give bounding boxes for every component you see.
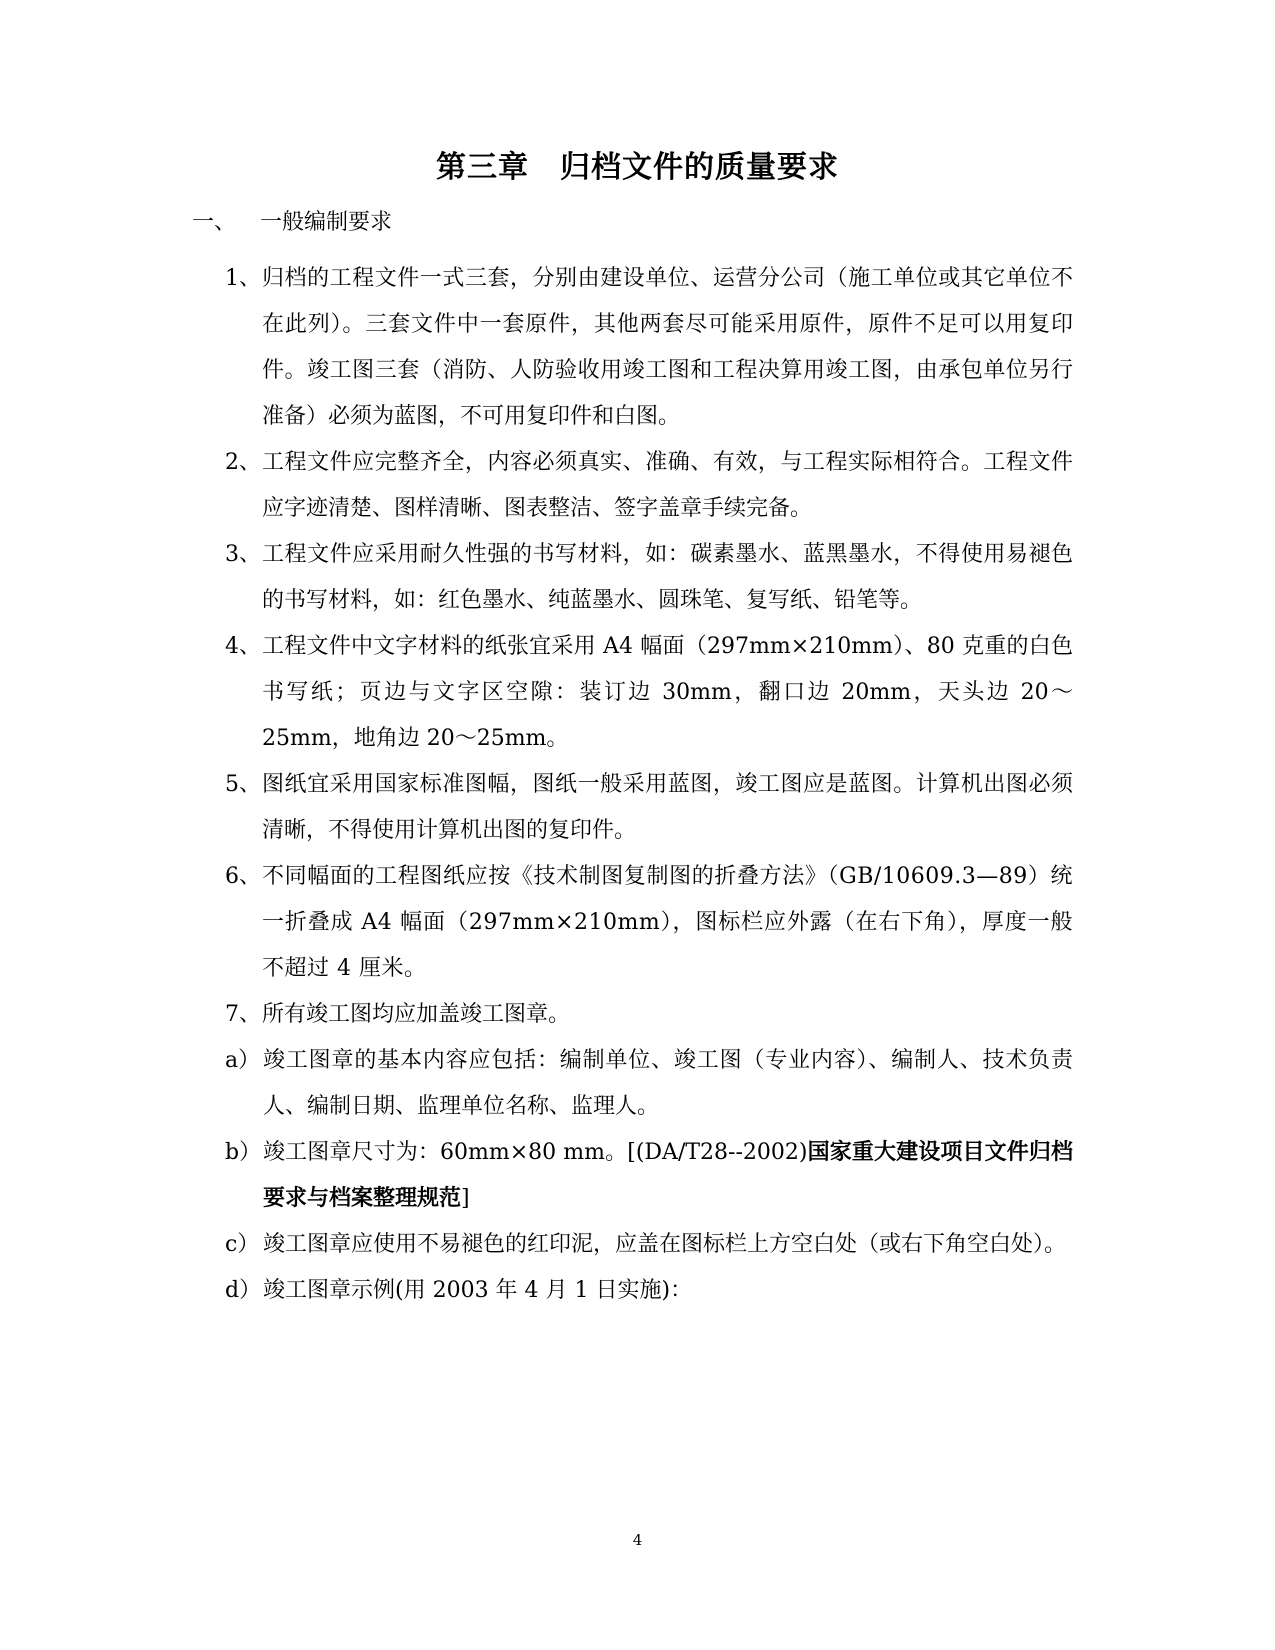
list-item-text: 竣工图章的基本内容应包括：编制单位、竣工图（专业内容）、编制人、技术负责人、编制日期、监理单位名称、监理人。 bbox=[263, 1048, 1073, 1119]
list-item-2 bbox=[225, 440, 1073, 532]
list-item-6 bbox=[225, 854, 1073, 992]
list-item-text: 竣工图章示例(用 2003 年 4 月 1 日实施)： bbox=[263, 1278, 693, 1303]
section-heading-text: 一般编制要求 bbox=[260, 210, 393, 235]
list-item-marker: 3、 bbox=[225, 542, 261, 567]
list-item-7 bbox=[225, 992, 1073, 1038]
list-item-marker: 6、 bbox=[225, 864, 261, 889]
list-item-d bbox=[225, 1268, 1073, 1314]
list-item-text: 竣工图章尺寸为：60mm×80 mm。[(DA/T28--2002) bbox=[263, 1140, 808, 1165]
list-item-a bbox=[225, 1038, 1073, 1130]
list-item-text: 所有竣工图均应加盖竣工图章。 bbox=[262, 1002, 571, 1027]
list-item-marker: c） bbox=[225, 1232, 260, 1257]
requirements-list bbox=[225, 256, 1073, 1314]
list-item-text: 工程文件应完整齐全，内容必须真实、准确、有效，与工程实际相符合。工程文件应字迹清楚、图样清晰、图表整洁、签字盖章手续完备。 bbox=[262, 450, 1073, 521]
list-item-b bbox=[225, 1130, 1073, 1222]
list-item-marker: 7、 bbox=[225, 1002, 261, 1027]
list-item-text: 归档的工程文件一式三套，分别由建设单位、运营分公司（施工单位或其它单位不在此列）。三套文件中一套原件，其他两套尽可能采用原件，原件不足可以用复印件。竣工图三套（消防、人防验收用竣工图和工程决算用竣工图，由承包单位另行准备）必须为蓝图，不可用复印件和白图。 bbox=[262, 266, 1073, 429]
section-heading bbox=[192, 208, 392, 238]
list-item-text: 图纸宜采用国家标准图幅，图纸一般采用蓝图，竣工图应是蓝图。计算机出图必须清晰，不得使用计算机出图的复印件。 bbox=[262, 772, 1073, 843]
list-item-text-group bbox=[263, 1130, 1073, 1222]
list-item-text-tail: ] bbox=[461, 1186, 470, 1211]
list-item-marker: 5、 bbox=[225, 772, 261, 797]
list-item-text: 工程文件应采用耐久性强的书写材料，如：碳素墨水、蓝黑墨水，不得使用易褪色的书写材料，如：红色墨水、纯蓝墨水、圆珠笔、复写纸、铅笔等。 bbox=[262, 542, 1073, 613]
list-item-marker: 2、 bbox=[225, 450, 261, 475]
list-item-c bbox=[225, 1222, 1073, 1268]
list-item-text: 竣工图章应使用不易褪色的红印泥，应盖在图标栏上方空白处（或右下角空白处）。 bbox=[263, 1232, 1067, 1257]
list-item-text: 不同幅面的工程图纸应按《技术制图复制图的折叠方法》（GB/10609.3—89）统一折叠成 A4 幅面（297mm×210mm），图标栏应外露（在右下角），厚度一般不超过 4 厘米。 bbox=[262, 864, 1073, 981]
list-item-4 bbox=[225, 624, 1073, 762]
list-item-marker: 1、 bbox=[225, 266, 261, 291]
section-number: 一、 bbox=[192, 210, 237, 235]
list-item-marker: a） bbox=[225, 1048, 261, 1073]
page-number: 4 bbox=[632, 1531, 643, 1549]
list-item-3 bbox=[225, 532, 1073, 624]
list-item-marker: 4、 bbox=[225, 634, 261, 659]
list-item-5 bbox=[225, 762, 1073, 854]
list-item-1 bbox=[225, 256, 1073, 440]
list-item-marker: b） bbox=[225, 1140, 262, 1165]
page-title: 第三章 归档文件的质量要求 bbox=[436, 150, 839, 185]
standard-title: 国家重大建设项目文件归档要求与档案整理规范 bbox=[263, 1140, 1073, 1211]
list-item-text: 工程文件中文字材料的纸张宜采用 A4 幅面（297mm×210mm）、80 克重的白色书写纸；页边与文字区空隙：装订边 30mm，翻口边 20mm，天头边 20～25mm，地角边 20～25mm。 bbox=[262, 634, 1073, 751]
list-item-marker: d） bbox=[225, 1278, 262, 1303]
